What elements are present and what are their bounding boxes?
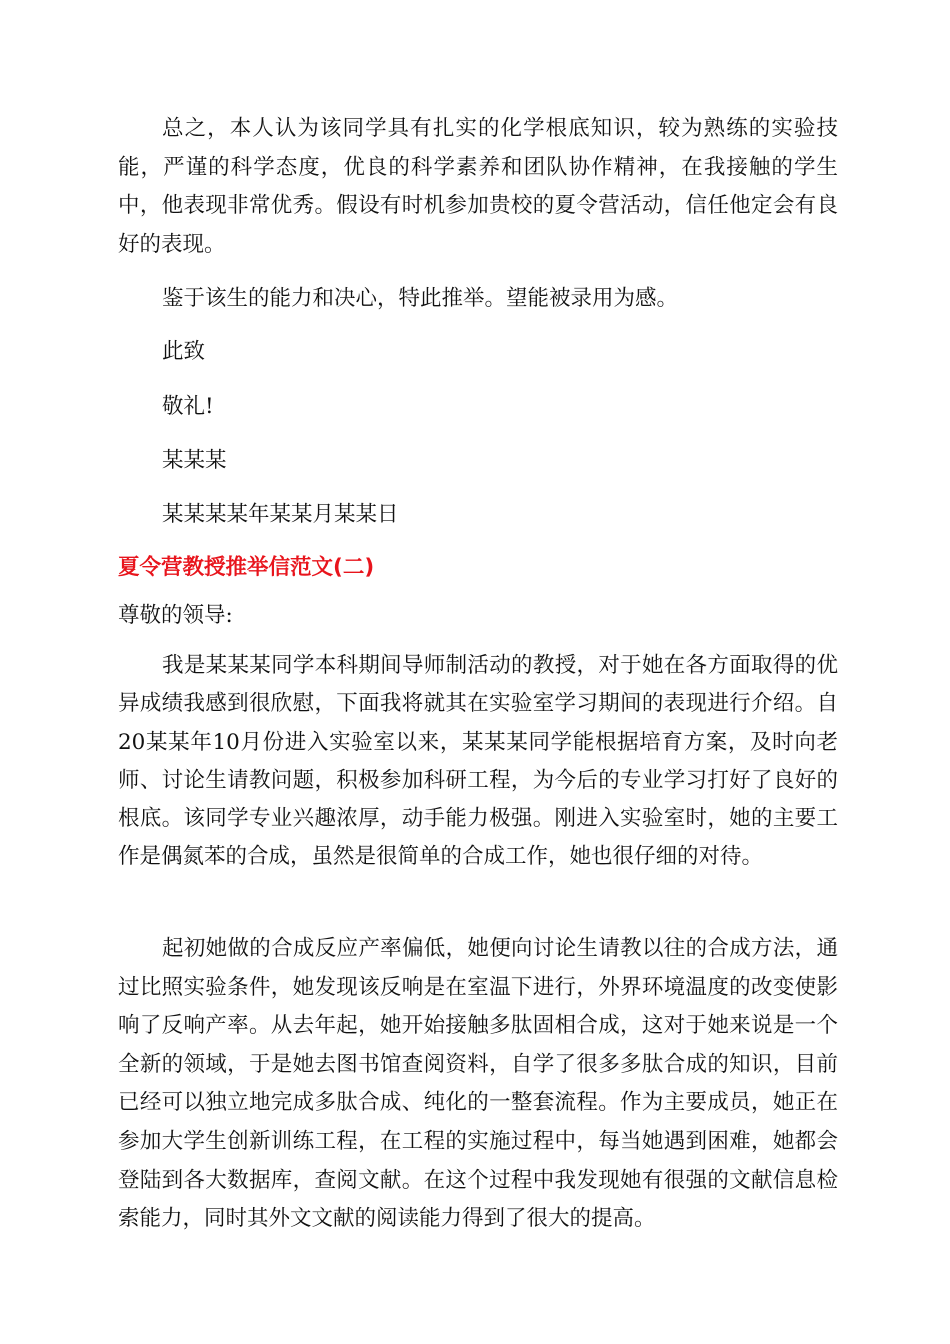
- body-paragraph: 起初她做的合成反应产率偏低，她便向讨论生请教以往的合成方法，通过比照实验条件，她发现该反响是在室温下进行，外界环境温度的改变使影响了反响产率。从去年起，她开始接触多肽固相合成，这对于她来说是一个全新的领域，于是她去图书馆查阅资料，自学了很多多肽合成的知识，目前已经可以独立地完成多肽合成、纯化的一整套流程。作为主要成员，她正在参加大学生创新训练工程，在工程的实施过程中，每当她遇到困难，她都会登陆到各大数据库，查阅文献。在这个过程中我发现她有很强的文献信息检索能力，同时其外文文献的阅读能力得到了很大的提高。: [118, 936, 838, 1232]
- body-paragraph: 我是某某某同学本科期间导师制活动的教授，对于她在各方面取得的优异成绩我感到很欣慰，下面我将就其在实验室学习期间的表现进行介绍。自20某某年10月份进入实验室以来，某某某同学能根据培育方案，及时向老师、讨论生请教问题，积极参加科研工程，为今后的专业学习打好了良好的根底。该同学专业兴趣浓厚，动手能力极强。刚进入实验室时，她的主要工作是偶氮苯的合成，虽然是很简单的合成工作，她也很仔细的对待。: [118, 653, 838, 870]
- signature-date: 某某某某年某某月某某日: [162, 502, 399, 527]
- document-page: [118, 0, 838, 1344]
- conclusion-paragraph: 总之，本人认为该同学具有扎实的化学根底知识，较为熟练的实验技能，严谨的科学态度，优良的科学素养和团队协作精神，在我接触的学生中，他表现非常优秀。假设有时机参加贵校的夏令营活动，信任他定会有良好的表现。: [118, 116, 838, 257]
- closing-cizhi: 此致: [162, 339, 206, 364]
- salutation: 尊敬的领导:: [118, 603, 233, 628]
- recommendation-paragraph: 鉴于该生的能力和决心，特此推举。望能被录用为感。: [162, 286, 679, 311]
- section-heading: 夏令营教授推举信范文(二): [118, 555, 375, 580]
- signer-name: 某某某: [162, 448, 227, 473]
- closing-jingli: 敬礼!: [162, 394, 214, 419]
